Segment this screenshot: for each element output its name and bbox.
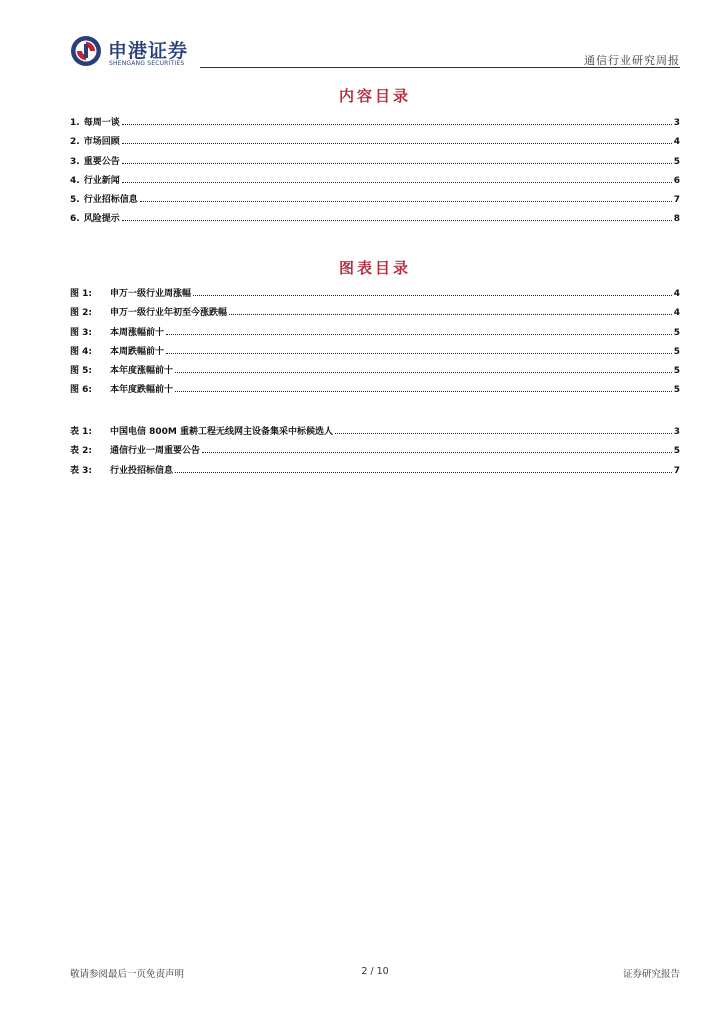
figure-item[interactable] bbox=[70, 299, 680, 318]
figure-number: 图 2: bbox=[70, 308, 92, 319]
toc-item[interactable] bbox=[70, 128, 680, 147]
table-label: 行业投招标信息 bbox=[110, 465, 174, 476]
toc-item[interactable] bbox=[70, 109, 680, 128]
shengang-logo-icon bbox=[70, 35, 102, 67]
toc-item-page: 8 bbox=[673, 214, 680, 225]
figure-label: 本周涨幅前十 bbox=[110, 327, 165, 338]
toc-item-label: 每周一谈 bbox=[83, 118, 120, 129]
toc-item-page: 4 bbox=[673, 137, 680, 148]
toc-item-label: 风险提示 bbox=[83, 214, 120, 225]
toc-item-number: 4. bbox=[70, 175, 80, 186]
toc-item[interactable] bbox=[70, 147, 680, 166]
figure-page: 4 bbox=[673, 289, 680, 300]
toc-item-number: 5. bbox=[70, 194, 80, 205]
dot-leader bbox=[166, 333, 672, 335]
table-item[interactable] bbox=[70, 437, 680, 456]
dot-leader bbox=[175, 471, 672, 473]
table-label: 中国电信 800M 重耕工程无线网主设备集采中标候选人 bbox=[110, 427, 334, 438]
figure-item[interactable] bbox=[70, 357, 680, 376]
toc-item-number: 3. bbox=[70, 156, 80, 167]
dot-leader bbox=[122, 142, 672, 144]
toc-item-label: 行业招标信息 bbox=[83, 194, 138, 205]
contents-list bbox=[70, 109, 680, 224]
page-header bbox=[70, 33, 680, 73]
figure-page: 5 bbox=[673, 346, 680, 357]
dot-leader bbox=[202, 451, 672, 453]
figure-list bbox=[70, 280, 680, 395]
figure-label: 本周跌幅前十 bbox=[110, 346, 165, 357]
dot-leader bbox=[122, 123, 672, 125]
dot-leader bbox=[122, 219, 672, 221]
table-item[interactable] bbox=[70, 418, 680, 437]
toc-item[interactable] bbox=[70, 205, 680, 224]
brand-name: 申港证券 bbox=[108, 40, 189, 62]
table-number: 表 2: bbox=[70, 446, 92, 457]
figure-label: 本年度跌幅前十 bbox=[110, 385, 174, 396]
table-page: 3 bbox=[673, 427, 680, 438]
dot-leader bbox=[175, 390, 672, 392]
table-page: 7 bbox=[673, 465, 680, 476]
dot-leader bbox=[166, 352, 672, 354]
toc-item-page: 5 bbox=[673, 156, 680, 167]
toc-item-label: 市场回顾 bbox=[83, 137, 120, 148]
dot-leader bbox=[122, 181, 672, 183]
dot-leader bbox=[122, 162, 672, 164]
figure-label: 本年度涨幅前十 bbox=[110, 365, 174, 376]
table-list bbox=[70, 418, 680, 476]
toc-item-label: 重要公告 bbox=[83, 156, 120, 167]
figure-page: 5 bbox=[673, 327, 680, 338]
figure-number: 图 5: bbox=[70, 365, 92, 376]
toc-item-page: 7 bbox=[673, 194, 680, 205]
dot-leader bbox=[175, 371, 672, 373]
figure-item[interactable] bbox=[70, 376, 680, 395]
contents-title: 内容目录 bbox=[338, 87, 411, 105]
figure-number: 图 4: bbox=[70, 346, 92, 357]
figure-item[interactable] bbox=[70, 338, 680, 357]
disclaimer-note: 敬请参阅最后一页免责声明 bbox=[70, 969, 185, 980]
dot-leader bbox=[229, 313, 672, 315]
toc-item-page: 3 bbox=[673, 118, 680, 129]
figure-label: 申万一级行业周涨幅 bbox=[110, 289, 192, 300]
table-number: 表 3: bbox=[70, 465, 92, 476]
charts-title: 图表目录 bbox=[338, 259, 411, 277]
toc-item-page: 6 bbox=[673, 175, 680, 186]
figure-number: 图 1: bbox=[70, 289, 92, 300]
figure-number: 图 6: bbox=[70, 385, 92, 396]
figure-number: 图 3: bbox=[70, 327, 92, 338]
report-category: 证券研究报告 bbox=[622, 969, 680, 980]
page-number: 2 / 10 bbox=[361, 966, 389, 977]
dot-leader bbox=[140, 200, 672, 202]
report-type: 通信行业研究周报 bbox=[584, 54, 680, 67]
figure-item[interactable] bbox=[70, 318, 680, 337]
dot-leader bbox=[193, 294, 672, 296]
dot-leader bbox=[335, 432, 672, 434]
toc-item[interactable] bbox=[70, 167, 680, 186]
toc-item-number: 1. bbox=[70, 118, 80, 129]
table-number: 表 1: bbox=[70, 427, 92, 438]
brand-subtitle: SHENGANG SECURITIES bbox=[109, 60, 185, 67]
figure-page: 5 bbox=[673, 365, 680, 376]
figure-page: 4 bbox=[673, 308, 680, 319]
toc-item-number: 2. bbox=[70, 137, 80, 148]
toc-item[interactable] bbox=[70, 186, 680, 205]
table-page: 5 bbox=[673, 446, 680, 457]
page-footer bbox=[70, 966, 680, 980]
figure-item[interactable] bbox=[70, 280, 680, 299]
table-item[interactable] bbox=[70, 456, 680, 475]
toc-item-label: 行业新闻 bbox=[83, 175, 120, 186]
toc-item-number: 6. bbox=[70, 214, 80, 225]
table-label: 通信行业一周重要公告 bbox=[110, 446, 201, 457]
figure-page: 5 bbox=[673, 385, 680, 396]
figure-label: 申万一级行业年初至今涨跌幅 bbox=[110, 308, 228, 319]
